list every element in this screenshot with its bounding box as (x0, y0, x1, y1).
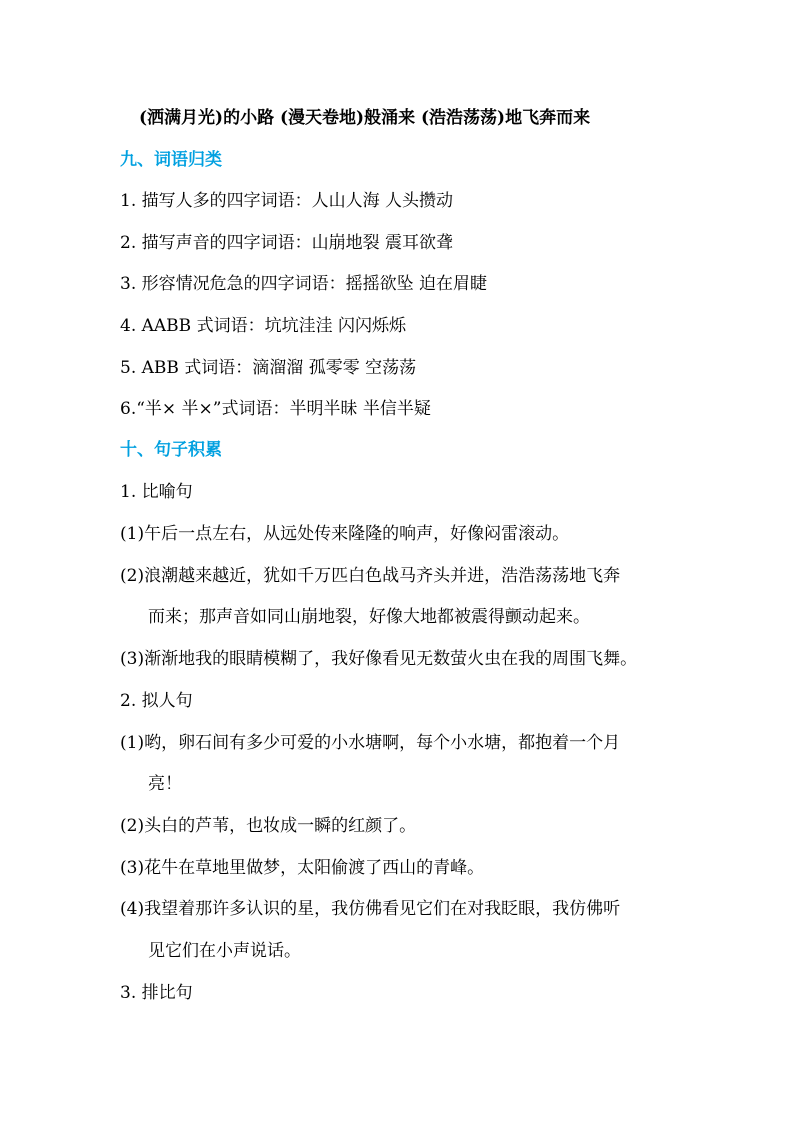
section-9-item-3: 3. 形容情况危急的四字词语：摇摇欲坠 迫在眉睫 (120, 274, 488, 294)
section-9-item-4: 4. AABB 式词语：坑坑洼洼 闪闪烁烁 (120, 316, 406, 336)
personification-title: 2. 拟人句 (120, 691, 193, 711)
simile-line-3: (3)渐渐地我的眼睛模糊了，我好像看见无数萤火虫在我的周围飞舞。 (120, 649, 638, 669)
personification-line-4: (4)我望着那许多认识的星，我仿佛看见它们在对我眨眼，我仿佛听 (120, 899, 621, 919)
simile-line-2-cont: 而来；那声音如同山崩地裂，好像大地都被震得颤动起来。 (148, 607, 590, 627)
personification-line-2: (2)头白的芦苇，也妆成一瞬的红颜了。 (120, 816, 417, 836)
section-10-heading: 十、句子积累 (120, 440, 222, 460)
personification-line-1-cont: 亮！ (148, 774, 182, 794)
section-9-heading: 九、词语归类 (120, 150, 222, 170)
personification-line-1: (1)哟，卵石间有多少可爱的小水塘啊，每个小水塘，都抱着一个月 (120, 733, 621, 753)
section-9-item-5: 5. ABB 式词语：滴溜溜 孤零零 空荡荡 (120, 358, 417, 378)
simile-title: 1. 比喻句 (120, 482, 193, 502)
simile-line-1: (1)午后一点左右，从远处传来隆隆的响声，好像闷雷滚动。 (120, 524, 570, 544)
section-9-item-2: 2. 描写声音的四字词语：山崩地裂 震耳欲聋 (120, 233, 454, 253)
personification-line-4-cont: 见它们在小声说话。 (148, 941, 301, 961)
personification-line-3: (3)花牛在草地里做梦，太阳偷渡了西山的青峰。 (120, 858, 485, 878)
section-9-item-1: 1. 描写人多的四字词语：人山人海 人头攒动 (120, 191, 454, 211)
simile-line-2: (2)浪潮越来越近，犹如千万匹白色战马齐头并进，浩浩荡荡地飞奔 (120, 566, 621, 586)
parallelism-title: 3. 排比句 (120, 983, 193, 1003)
top-line: (洒满月光)的小路 (漫天卷地)般涌来 (浩浩荡荡)地飞奔而来 (139, 108, 591, 128)
section-9-item-6: 6.“半× 半×”式词语：半明半昧 半信半疑 (120, 399, 431, 419)
